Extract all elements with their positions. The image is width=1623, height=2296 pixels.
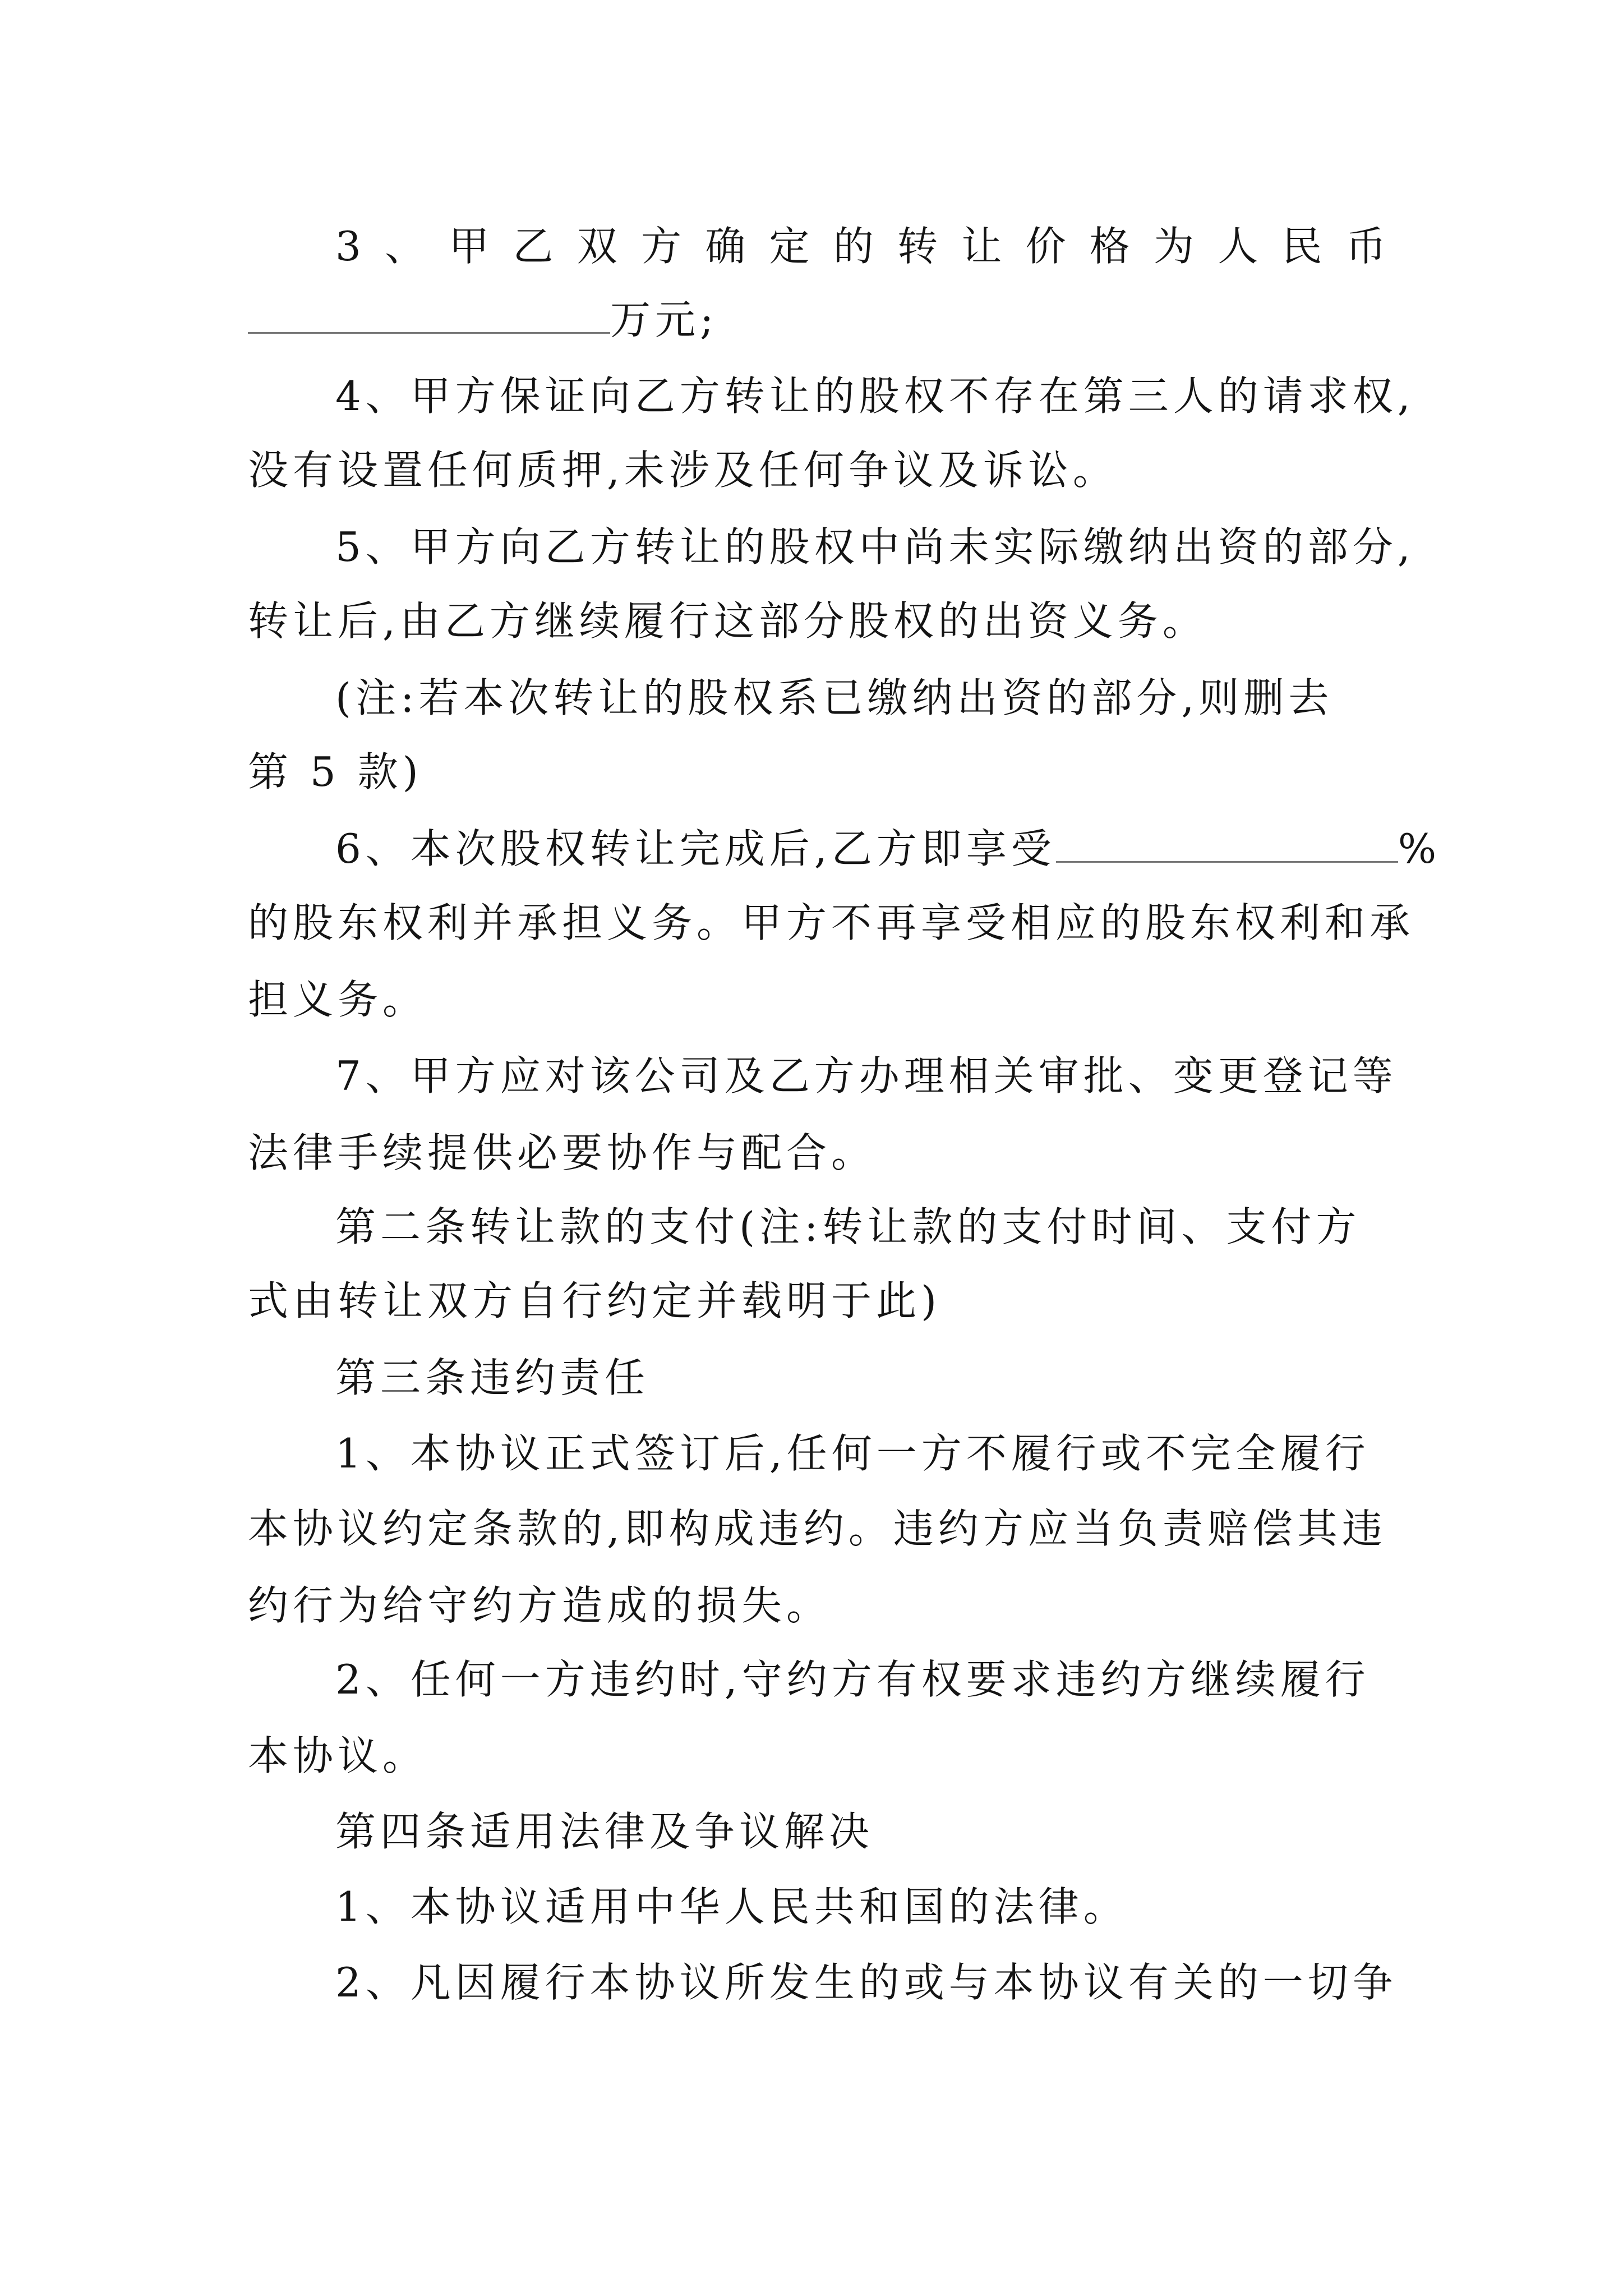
clause-6-text: 6、本次股权转让完成后,乙方即享受 bbox=[335, 825, 1056, 872]
clause-5-line-2: 转让后,由乙方继续履行这部分股权的出资义务。 bbox=[248, 597, 1207, 645]
article-3-item-1-line-2: 本协议约定条款的,即构成违约。违约方应当负责赔偿其违 bbox=[248, 1505, 1387, 1552]
article-3-item-1-line-3: 约行为给守约方造成的损失。 bbox=[248, 1582, 832, 1629]
clause-6-line-2: 的股东权利并承担义务。甲方不再享受相应的股东权利和承 bbox=[248, 899, 1415, 946]
article-3-item-2-line-1: 2、任何一方违约时,守约方有权要求违约方继续履行 bbox=[335, 1656, 1370, 1703]
share-percent-blank bbox=[1056, 817, 1398, 863]
article-3-title: 第三条违约责任 bbox=[335, 1354, 650, 1401]
article-2-line-2: 式由转让双方自行约定并载明于此) bbox=[248, 1277, 942, 1324]
percent-sign: % bbox=[1398, 825, 1441, 872]
note-line-1: (注:若本次转让的股权系已缴纳出资的部分,则删去 bbox=[335, 674, 1334, 721]
price-blank bbox=[248, 288, 610, 334]
article-4-item-2-line-1: 2、凡因履行本协议所发生的或与本协议有关的一切争 bbox=[335, 1959, 1398, 2006]
article-3-item-1-line-1: 1、本协议正式签订后,任何一方不履行或不完全履行 bbox=[335, 1430, 1370, 1477]
clause-3-line-2 bbox=[248, 288, 1386, 351]
clause-7-line-1: 7、甲方应对该公司及乙方办理相关审批、变更登记等 bbox=[335, 1052, 1398, 1099]
clause-3-line-1: 3 、 甲 乙 双 方 确 定 的 转 让 价 格 为 人 民 币 bbox=[335, 223, 1386, 270]
clause-4-line-2: 没有设置任何质押,未涉及任何争议及诉讼。 bbox=[248, 447, 1118, 494]
article-3-item-2-line-2: 本协议。 bbox=[248, 1732, 428, 1779]
price-unit: 万元; bbox=[610, 296, 718, 343]
article-4-item-1: 1、本协议适用中华人民共和国的法律。 bbox=[335, 1883, 1128, 1930]
note-line-2: 第 5 款) bbox=[248, 748, 423, 795]
clause-6-line-1 bbox=[335, 817, 1441, 880]
clause-5-line-1: 5、甲方向乙方转让的股权中尚未实际缴纳出资的部分, bbox=[335, 523, 1415, 570]
clause-7-line-2: 法律手续提供必要协作与配合。 bbox=[248, 1129, 877, 1176]
clause-6-line-3: 担义务。 bbox=[248, 976, 428, 1023]
article-4-title: 第四条适用法律及争议解决 bbox=[335, 1808, 874, 1855]
clause-4-line-1: 4、甲方保证向乙方转让的股权不存在第三人的请求权, bbox=[335, 372, 1415, 420]
article-2-line-1: 第二条转让款的支付(注:转让款的支付时间、支付方 bbox=[335, 1203, 1361, 1250]
